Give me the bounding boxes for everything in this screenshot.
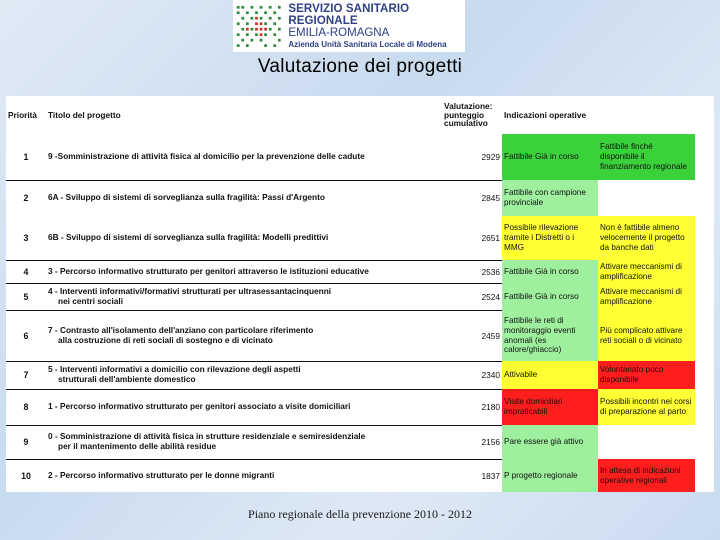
row-indication-feasibility: Visite domiciliari impraticabili (502, 389, 598, 425)
row-indication-notes: Attivare meccanismi di amplificazione (598, 283, 695, 310)
row-title-line2: nei centri sociali (58, 295, 124, 306)
table-row (6, 361, 695, 389)
row-indication-feasibility: P progetto regionale (502, 459, 598, 492)
row-indication-notes (598, 180, 695, 216)
row-title (46, 260, 442, 283)
row-title-line1: 9 -Somministrazione di attività fisica al domicilio per la prevenzione delle cadute (48, 150, 365, 161)
logo-line3: Azienda Unità Sanitaria Locale di Modena (288, 39, 447, 49)
row-title-line1: 7 - Contrasto all'isolamento dell'anziano con particolare riferimento (48, 324, 314, 335)
row-indication-notes (598, 425, 695, 459)
row-title (46, 134, 442, 180)
table-row (6, 310, 695, 361)
row-score: 2845 (481, 193, 500, 204)
footer-caption: Piano regionale della prevenzione 2010 - 2012 (248, 507, 472, 521)
row-title-line1: 1 - Percorso informativo strutturato per genitori associato a visite domiciliari (48, 401, 351, 412)
row-title (46, 459, 442, 492)
row-title-line2: alla costruzione di reti sociali di sostegno e di vicinato (58, 334, 273, 345)
table-row (6, 425, 695, 459)
page-title: Valutazione dei progetti (257, 56, 463, 77)
row-priority: 4 (6, 260, 46, 283)
row-priority: 8 (6, 389, 46, 425)
row-indication-feasibility: Attivabile (502, 361, 598, 389)
row-title-line1: 2 - Percorso informativo strutturato per le donne migranti (48, 469, 275, 480)
row-indication-notes: Fattibile finché disponibile il finanziamento regionale (598, 134, 695, 180)
row-indication-feasibility: Fattibile Già in corso (502, 134, 598, 180)
row-title (46, 180, 442, 216)
row-score: 2156 (442, 425, 502, 459)
row-title-line2: strutturali dell'ambiente domestico (58, 374, 196, 384)
row-score: 2524 (442, 283, 502, 310)
row-title-line2: per il mantenimento delle abilità residue (58, 441, 217, 451)
row-priority: 6 (6, 310, 46, 361)
row-priority: 9 (6, 425, 46, 459)
header-indications: Indicazioni operative (504, 110, 587, 120)
row-title (46, 216, 442, 260)
table-row (6, 260, 695, 283)
row-indication-notes: Attivare meccanismi di amplificazione (598, 260, 695, 283)
row-indication-notes: In attesa di indicazioni operative regionali (598, 459, 695, 492)
logo-banner (233, 0, 465, 52)
row-indication-feasibility: Fattibile con campione provinciale (502, 180, 598, 216)
row-title-line1: 6B - Sviluppo di sistemi di sorveglianza sulla fragilità: Modelli predittivi (48, 231, 329, 242)
row-priority: 10 (21, 470, 31, 481)
header-priority: Priorità (8, 110, 38, 120)
header-title: Titolo del progetto (48, 110, 121, 120)
row-title (46, 310, 442, 361)
row-indication-notes: Non è fattibile almeno velocemente il progetto da banche dati (598, 216, 695, 260)
row-indication-notes: Volontariato poco disponibile (598, 361, 695, 389)
row-indication-feasibility: Fattibile Già in corso (502, 260, 598, 283)
row-title-line1: 3 - Percorso informativo strutturato per genitori attraverso le istituzioni educative (48, 265, 369, 276)
row-indication-feasibility: Pare essere già attivo (502, 425, 598, 459)
row-title (46, 361, 442, 389)
row-score: 2651 (442, 216, 502, 260)
row-title-line1: 4 - Interventi informativi/formativi strutturati per ultrasessantacinquenni (48, 285, 332, 296)
row-title-line1: 0 - Somministrazione di attività fisica in strutture residenziale e semiresidenziale (48, 431, 366, 442)
row-priority: 7 (6, 361, 46, 389)
row-score: 2459 (442, 310, 502, 361)
table-row (6, 283, 695, 310)
row-priority: 2 (23, 193, 29, 204)
table-row (6, 134, 695, 180)
logo-line1: SERVIZIO SANITARIO REGIONALE (288, 2, 410, 27)
table-row (6, 180, 695, 216)
row-title (46, 283, 442, 310)
row-indication-feasibility: Possibile rilevazione tramite i Distretti o i MMG (502, 216, 598, 260)
table-header-row (6, 96, 695, 134)
table-row (6, 459, 695, 492)
regional-logo-icon (235, 1, 284, 51)
project-evaluation-table (6, 96, 695, 492)
row-indication-notes: Possibili incontri nei corsi di preparazione al parto (598, 389, 695, 425)
row-score: 1837 (481, 470, 500, 481)
row-indication-notes: Più complicato attivare reti sociali o di vicinato (598, 310, 695, 361)
table-row (6, 389, 695, 425)
row-score: 2180 (442, 389, 502, 425)
row-priority: 3 (6, 216, 46, 260)
row-indication-feasibility: Fattibile Già in corso (502, 283, 598, 310)
row-indication-feasibility: Fattibile le reti di monitoraggio eventi anomali (es calore/ghiaccio) (502, 310, 598, 361)
row-title (46, 425, 442, 459)
row-title-line1: 5 - Interventi informativi a domicilio con rilevazione degli aspetti (48, 364, 301, 375)
row-score: 2929 (442, 134, 502, 180)
header-score: Valutazione: punteggio cumulativo (444, 100, 493, 129)
row-score: 2340 (442, 361, 502, 389)
row-title (46, 389, 442, 425)
row-title-line1: 6A - Sviluppo di sistemi di sorveglianza sulla fragilità: Passi d'Argento (48, 192, 325, 203)
project-evaluation-sheet (6, 96, 714, 492)
row-priority: 1 (6, 134, 46, 180)
logo-line2: EMILIA-ROMAGNA (288, 26, 390, 39)
row-score: 2536 (442, 260, 502, 283)
table-row (6, 216, 695, 260)
row-priority: 5 (6, 283, 46, 310)
